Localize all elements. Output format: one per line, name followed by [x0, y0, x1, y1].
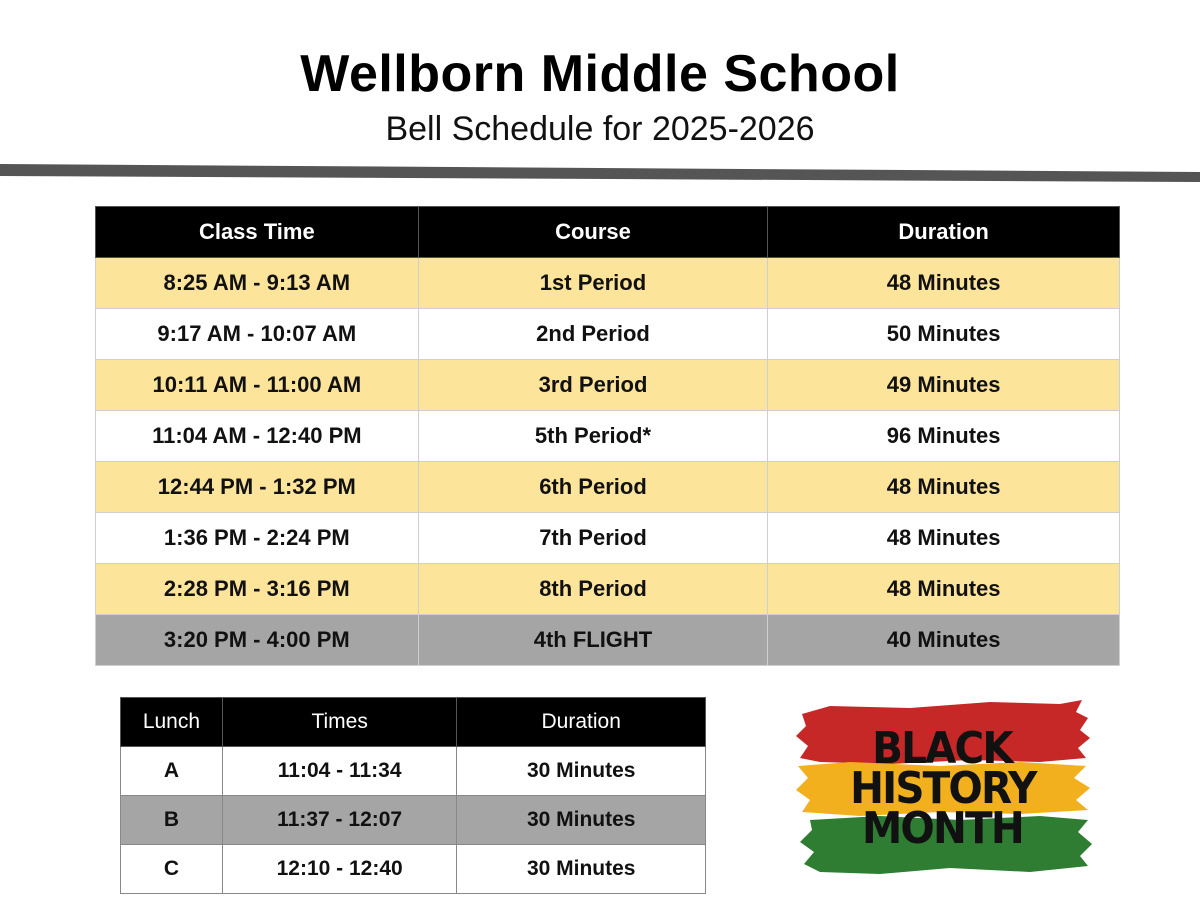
page-subtitle: Bell Schedule for 2025-2026 [385, 110, 815, 148]
duration-cell: 48 Minutes [768, 564, 1120, 615]
course-cell: 3rd Period [418, 360, 768, 411]
times-cell: 12:10 - 12:40 [222, 845, 457, 894]
table-row [121, 747, 706, 796]
lunch-cell: B [121, 796, 223, 845]
times-cell: 11:04 - 11:34 [222, 747, 457, 796]
course-cell: 7th Period [418, 513, 768, 564]
duration-cell: 30 Minutes [457, 845, 706, 894]
column-header-times: Times [222, 698, 457, 747]
table-row [96, 564, 1120, 615]
table-row [96, 513, 1120, 564]
black-history-month-logo [790, 696, 1095, 881]
column-header-class-time: Class Time [96, 207, 419, 258]
table-row [96, 462, 1120, 513]
duration-cell: 49 Minutes [768, 360, 1120, 411]
class-time-cell: 2:28 PM - 3:16 PM [96, 564, 419, 615]
logo-text [790, 696, 1095, 881]
logo-line-black: BLACK [872, 722, 1013, 774]
class-time-cell: 9:17 AM - 10:07 AM [96, 309, 419, 360]
column-header-course: Course [418, 207, 768, 258]
course-cell: 6th Period [418, 462, 768, 513]
duration-cell: 50 Minutes [768, 309, 1120, 360]
logo-line-month: MONTH [862, 802, 1023, 854]
times-cell: 11:37 - 12:07 [222, 796, 457, 845]
duration-cell: 40 Minutes [768, 615, 1120, 666]
duration-cell: 48 Minutes [768, 258, 1120, 309]
lunch-schedule-table [120, 697, 706, 894]
column-header-duration: Duration [768, 207, 1120, 258]
duration-cell: 48 Minutes [768, 462, 1120, 513]
course-cell: 5th Period* [418, 411, 768, 462]
table-row [121, 796, 706, 845]
lunch-header-row [121, 698, 706, 747]
course-cell: 2nd Period [418, 309, 768, 360]
class-time-cell: 12:44 PM - 1:32 PM [96, 462, 419, 513]
duration-cell: 96 Minutes [768, 411, 1120, 462]
duration-cell: 30 Minutes [457, 747, 706, 796]
table-row [96, 309, 1120, 360]
column-header-lunch: Lunch [121, 698, 223, 747]
table-row [121, 845, 706, 894]
bell-header-row [96, 207, 1120, 258]
duration-cell: 30 Minutes [457, 796, 706, 845]
class-time-cell: 11:04 AM - 12:40 PM [96, 411, 419, 462]
table-row [96, 411, 1120, 462]
bell-schedule-table [95, 206, 1120, 666]
page-title: Wellborn Middle School [300, 45, 900, 103]
column-header-lunch-duration: Duration [457, 698, 706, 747]
lunch-cell: A [121, 747, 223, 796]
class-time-cell: 3:20 PM - 4:00 PM [96, 615, 419, 666]
course-cell: 1st Period [418, 258, 768, 309]
class-time-cell: 1:36 PM - 2:24 PM [96, 513, 419, 564]
course-cell: 4th FLIGHT [418, 615, 768, 666]
course-cell: 8th Period [418, 564, 768, 615]
logo-line-history: HISTORY [849, 762, 1036, 814]
class-time-cell: 8:25 AM - 9:13 AM [96, 258, 419, 309]
table-row [96, 258, 1120, 309]
lunch-cell: C [121, 845, 223, 894]
class-time-cell: 10:11 AM - 11:00 AM [96, 360, 419, 411]
header-divider [0, 162, 1200, 184]
table-row [96, 360, 1120, 411]
table-row [96, 615, 1120, 666]
duration-cell: 48 Minutes [768, 513, 1120, 564]
